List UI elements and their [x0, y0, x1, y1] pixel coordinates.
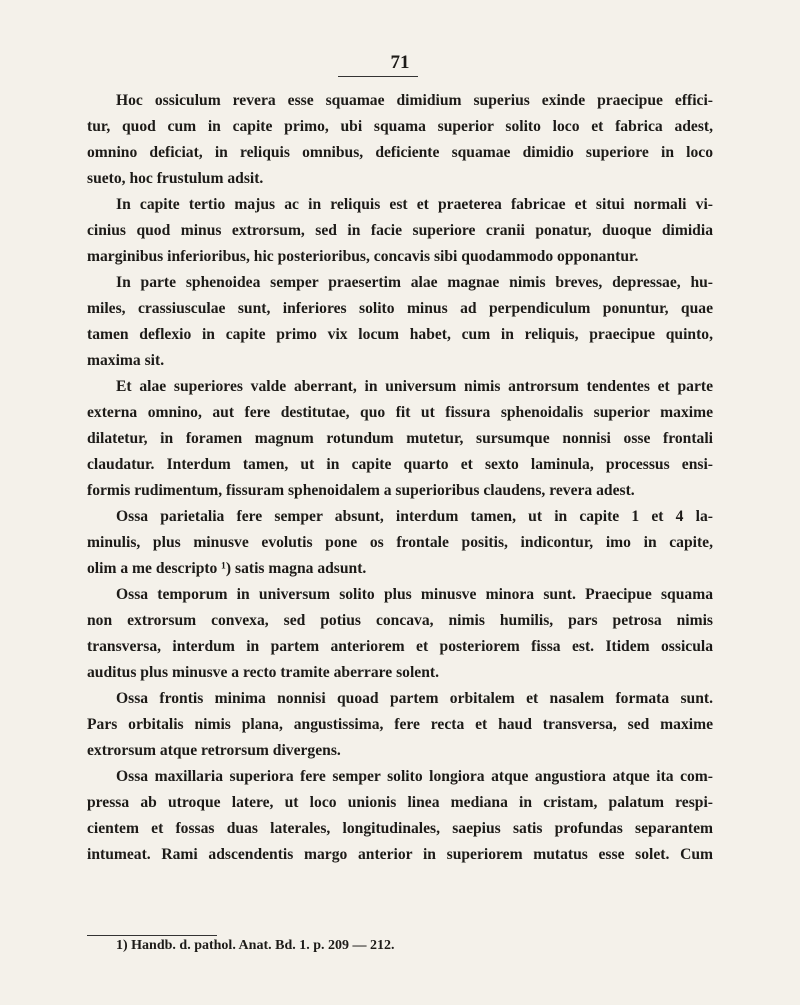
text-line: olim a me descripto ¹) satis magna adsunt. — [87, 560, 367, 577]
text-line: Hoc ossiculum revera esse squamae dimidium superius exinde praecipue effici- — [116, 92, 713, 109]
text-line: pressa ab utroque latere, ut loco unionis linea mediana in cristam, palatum respi- — [87, 794, 713, 811]
paragraph — [87, 270, 713, 374]
text-line: intumeat. Rami adscendentis margo anterior in superiorem mutatus esse solet. Cum — [87, 846, 713, 863]
paragraph — [87, 192, 713, 270]
paragraph — [87, 582, 713, 686]
text-line: cinius quod minus extrorsum, sed in facie superiore cranii ponatur, duoque dimidia — [87, 222, 713, 239]
paragraph — [87, 504, 713, 582]
text-line: maxima sit. — [87, 352, 165, 369]
text-line: dilatetur, in foramen magnum rotundum mutetur, sursumque nonnisi osse frontali — [87, 430, 713, 447]
text-line: Ossa temporum in universum solito plus minusve minora sunt. Praecipue squama — [116, 586, 713, 603]
text-line: cientem et fossas duas laterales, longitudinales, saepius satis profundas separantem — [87, 820, 713, 837]
page-number: 71 — [390, 52, 410, 73]
paragraph — [87, 686, 713, 764]
text-line: non extrorsum convexa, sed potius concava, nimis humilis, pars petrosa nimis — [87, 612, 713, 629]
text-line: minulis, plus minusve evolutis pone os frontale positis, indicontur, imo in capite, — [87, 534, 713, 551]
text-line: sueto, hoc frustulum adsit. — [87, 170, 264, 187]
text-line: Pars orbitalis nimis plana, angustissima, fere recta et haud transversa, sed maxime — [87, 716, 713, 733]
text-line: In parte sphenoidea semper praesertim alae magnae nimis breves, depressae, hu- — [116, 274, 713, 291]
paragraph — [87, 88, 713, 192]
footnote: 1) Handb. d. pathol. Anat. Bd. 1. p. 209 — 212. — [116, 938, 395, 953]
page-number-rule — [338, 76, 418, 77]
text-line: transversa, interdum in partem anteriorem et posteriorem fissa est. Itidem ossicula — [87, 638, 713, 655]
body-text — [87, 88, 713, 868]
text-line: formis rudimentum, fissuram sphenoidalem a superioribus claudens, revera adest. — [87, 482, 635, 499]
text-line: Ossa maxillaria superiora fere semper solito longiora atque angustiora atque ita com- — [116, 768, 713, 785]
text-line: Ossa frontis minima nonnisi quoad partem orbitalem et nasalem formata sunt. — [116, 690, 713, 707]
text-line: externa omnino, aut fere destitutae, quo fit ut fissura sphenoidalis superior maxime — [87, 404, 713, 421]
footnote-rule — [87, 935, 217, 936]
text-line: Ossa parietalia fere semper absunt, interdum tamen, ut in capite 1 et 4 la- — [116, 508, 713, 525]
text-line: miles, crassiusculae sunt, inferiores solito minus ad perpendiculum ponuntur, quae — [87, 300, 713, 317]
text-line: marginibus inferioribus, hic posterioribus, concavis sibi quodammodo opponantur. — [87, 248, 639, 265]
text-line: tamen deflexio in capite primo vix locum habet, cum in reliquis, praecipue quinto, — [87, 326, 713, 343]
text-line: tur, quod cum in capite primo, ubi squama superior solito loco et fabrica adest, — [87, 118, 713, 135]
text-line: auditus plus minusve a recto tramite aberrare solent. — [87, 664, 439, 681]
text-line: In capite tertio majus ac in reliquis est et praeterea fabricae et situi normali vi- — [116, 196, 713, 213]
text-line: extrorsum atque retrorsum divergens. — [87, 742, 341, 759]
paragraph — [87, 374, 713, 504]
text-line: Et alae superiores valde aberrant, in universum nimis antrorsum tendentes et parte — [116, 378, 713, 395]
text-line: omnino deficiat, in reliquis omnibus, deficiente squamae dimidio superiore in loco — [87, 144, 713, 161]
text-line: claudatur. Interdum tamen, ut in capite quarto et sexto laminula, processus ensi- — [87, 456, 713, 473]
paragraph — [87, 764, 713, 868]
